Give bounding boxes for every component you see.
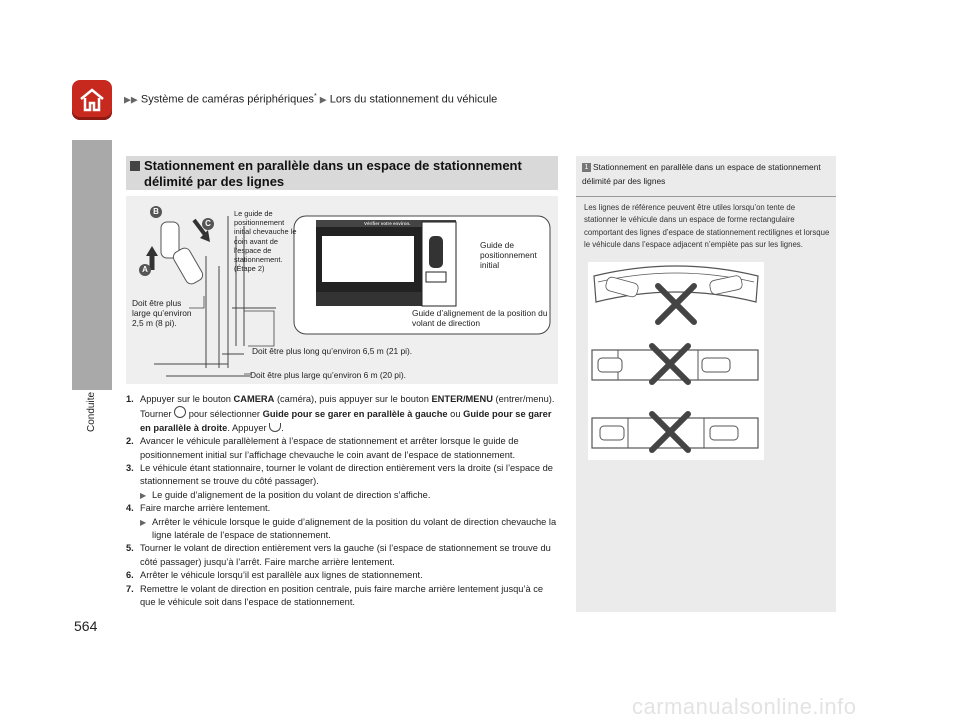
step-text: Remettre le volant de direction en position centrale, puis faire marche arrière lentement jusqu’à ce que le véhicule soit dans l’espace de stationnement. <box>140 583 544 608</box>
length-min-label: Doit être plus long qu’environ 6,5 m (21 pi). <box>252 346 413 356</box>
breadcrumb <box>124 93 497 106</box>
marker-b: B <box>150 206 162 218</box>
side-tab-label: Conduite <box>86 391 97 432</box>
step-number: 1. <box>126 394 134 404</box>
steps-list <box>126 393 558 610</box>
step-subtext: Arrêter le véhicule lorsque le guide d’alignement de la position du volant de direction chevauche la ligne latérale de l’espace de stationnement. <box>152 516 557 541</box>
step-text: Arrêter le véhicule lorsqu’il est parallèle aux lignes de stationnement. <box>140 570 423 581</box>
step-2 <box>126 435 558 462</box>
step-4 <box>126 502 558 542</box>
button-name-enter-menu: ENTER/MENU <box>431 394 493 404</box>
step-text: ou <box>447 409 464 420</box>
step-5 <box>126 542 558 569</box>
step-text: Tourner le volant de direction entièrement vers la gauche (si l’espace de stationnement se trouve du côté passager) jusqu’à l’arrêt. Faire marche arrière lentement. <box>140 543 551 567</box>
step-number: 5. <box>126 543 134 554</box>
footnote-asterisk: * <box>313 93 317 100</box>
sub-arrow-icon: ▶ <box>140 490 147 500</box>
step-3-sub <box>140 489 558 502</box>
note-divider <box>576 196 836 197</box>
initial-guide-note: Le guide de positionnement initial chevauche le coin avant de l’espace de stationnement. (Étape 2) <box>234 209 297 274</box>
car-outline <box>161 222 205 286</box>
step-1 <box>126 393 558 435</box>
home-button[interactable] <box>72 80 112 120</box>
option-right: Guide pour se garer en parallèle à droite <box>140 409 552 433</box>
marker-c: C <box>202 218 214 230</box>
step-3 <box>126 462 558 502</box>
step-number: 2. <box>126 436 134 447</box>
step-6 <box>126 569 558 582</box>
step-text: . Appuyer <box>227 422 270 433</box>
note-title-text: Stationnement en parallèle dans un espace de stationnement délimité par des lignes <box>582 162 821 186</box>
section-square-icon <box>130 161 140 171</box>
section-title: Stationnement en parallèle dans un espace de stationnement délimité par des lignes <box>144 158 522 189</box>
step-number: 3. <box>126 463 134 474</box>
parking-diagram <box>126 196 558 384</box>
note-index-icon: 1 <box>582 163 591 172</box>
alignment-guide-label: Guide d’alignement de la position du volant de direction <box>412 308 548 328</box>
step-text: Le véhicule étant stationnaire, tourner le volant de direction entièrement vers la droite (si l’espace de stationnement se trouve du côté passager). <box>140 463 553 487</box>
step-text: Faire marche arrière lentement. <box>140 503 271 514</box>
page-number: 564 <box>74 618 98 634</box>
step-7 <box>126 583 558 610</box>
step-text: Appuyer sur le bouton <box>140 394 234 404</box>
selector-knob-icon <box>174 406 186 418</box>
press-button-icon <box>269 423 281 432</box>
step-4-sub <box>140 516 558 543</box>
home-icon <box>78 86 106 114</box>
sub-arrow-icon: ▶ <box>140 517 147 527</box>
breadcrumb-item-2[interactable]: Lors du stationnement du véhicule <box>329 93 498 106</box>
step-text: (entrer/menu). Tourner <box>140 394 555 420</box>
step-text: (caméra), puis appuyer sur le bouton <box>274 394 432 404</box>
note-title <box>582 160 832 188</box>
step-number: 6. <box>126 570 134 581</box>
screen-banner: Vérifier votre environ. <box>364 221 411 226</box>
width-total-label: Doit être plus large qu’environ 6 m (20 pi). <box>250 370 406 380</box>
side-tab <box>72 140 112 390</box>
watermark: carmanualsonline.info <box>632 694 857 719</box>
marker-a: A <box>139 264 151 276</box>
step-text: . <box>281 422 284 433</box>
incorrect-parking-drawing <box>588 262 764 460</box>
breadcrumb-item-1[interactable]: Système de caméras périphériques <box>140 93 314 106</box>
button-name-camera: CAMERA <box>233 394 275 404</box>
step-number: 4. <box>126 503 134 514</box>
breadcrumb-arrow-icon: ▶▶ <box>124 94 138 105</box>
section-heading <box>126 156 558 190</box>
initial-guide-label: Guide de positionnement initial <box>480 240 537 270</box>
note-body: Les lignes de référence peuvent être utiles lorsqu’on tente de stationner le véhicule dans un espace de forme rectangulaire comportant des lignes d’espace de stationnement rectilignes et lorsque le véhicule dans l’espace adjacent n’empiète pas sur les lignes. <box>584 203 830 250</box>
step-number: 7. <box>126 583 134 594</box>
option-left: Guide pour se garer en parallèle à gauche <box>262 409 448 420</box>
step-subtext: Le guide d’alignement de la position du volant de direction s’affiche. <box>152 489 431 500</box>
incorrect-parking-illustration <box>588 262 764 460</box>
step-text: pour sélectionner <box>186 409 263 420</box>
breadcrumb-arrow-icon: ▶ <box>319 94 327 105</box>
step-text: Avancer le véhicule parallèlement à l’espace de stationnement et arrêter lorsque le guide de positionnement initial sur l’affichage chevauche le coin avant de l’espace de stationnement. <box>140 436 519 460</box>
width-min-label: Doit être plus large qu’environ 2,5 m (8 pi). <box>132 298 192 328</box>
